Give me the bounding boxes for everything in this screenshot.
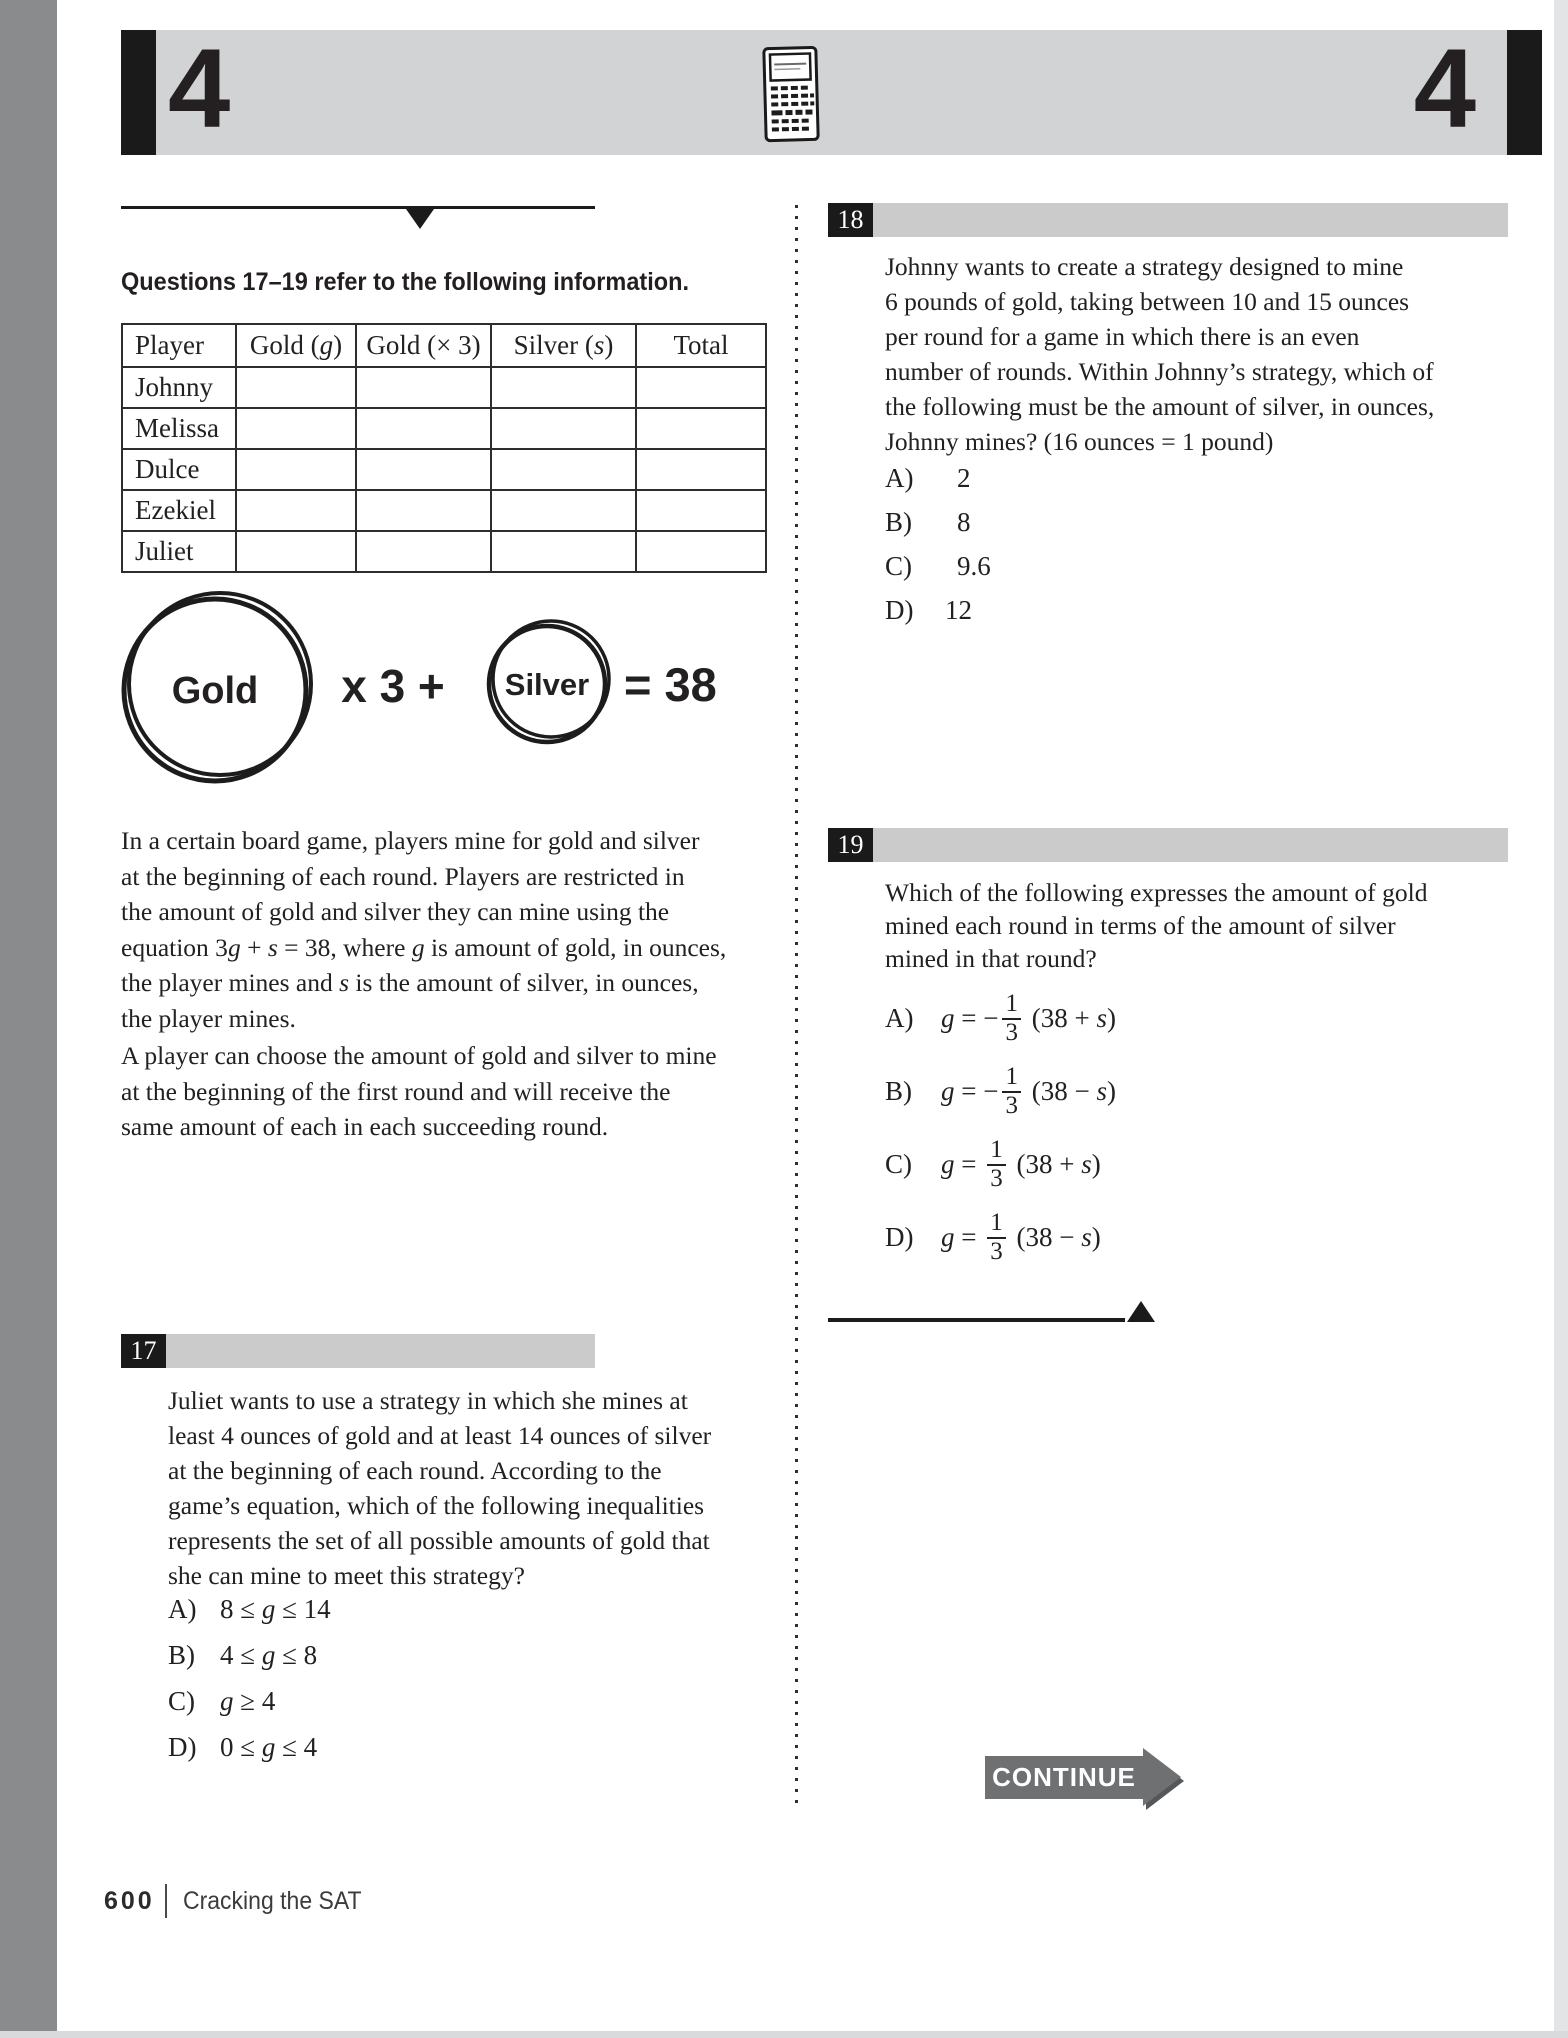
text-line: 6 pounds of gold, taking between 10 and 15 ounces <box>885 287 1410 316</box>
page-number: 600 <box>104 1886 155 1915</box>
col-header-gold-g: Gold (g) <box>236 324 356 367</box>
reference-table <box>121 323 767 573</box>
section-number-right: 4 <box>1413 26 1476 151</box>
text-line: game’s equation, which of the following inequalities <box>168 1491 705 1520</box>
question-number-badge: 19 <box>828 828 873 862</box>
empty-cell <box>356 449 491 490</box>
footer-divider <box>165 1884 167 1918</box>
text-line: the amount of gold and silver they can mine using the <box>121 897 670 926</box>
empty-cell <box>491 449 636 490</box>
gold-coin-label: Gold <box>171 670 259 712</box>
answer-option <box>885 456 991 500</box>
coin-equation-diagram <box>121 585 781 790</box>
section-start-triangle-icon <box>406 209 434 229</box>
text-line: Which of the following expresses the amount of gold <box>885 878 1428 907</box>
page-right-edge <box>1554 0 1568 2031</box>
option-letter: B) <box>168 1639 195 1670</box>
equals-38-label: = 38 <box>624 658 717 711</box>
column-start-rule <box>121 206 595 209</box>
option-letter: D) <box>885 594 914 625</box>
option-letter: B) <box>885 506 912 537</box>
option-value: 8 <box>957 506 971 537</box>
empty-cell <box>636 531 766 572</box>
answer-option <box>885 1201 1116 1274</box>
option-equation: g = $\frac{1}{3}$ (38 − s ) <box>941 1209 1101 1265</box>
times-three-plus-label: x 3 + <box>341 660 445 712</box>
option-letter: C) <box>168 1685 195 1716</box>
option-letter: D) <box>168 1731 197 1762</box>
option-letter: A) <box>885 462 914 493</box>
text-line: same amount of each in each succeeding round. <box>121 1112 609 1141</box>
question-header-bar <box>166 1334 595 1368</box>
col-header-total: Total <box>636 324 766 367</box>
question-17-header <box>121 1334 595 1368</box>
player-name-cell: Dulce <box>122 449 236 490</box>
answer-option <box>168 1586 331 1632</box>
option-equation: g = − $\frac{1}{3}$ (38 − s ) <box>941 1063 1116 1119</box>
empty-cell <box>491 408 636 449</box>
empty-cell <box>636 408 766 449</box>
section-header-band <box>121 26 1542 155</box>
player-name-cell: Melissa <box>122 408 236 449</box>
text-line: mined in that round? <box>885 944 1097 973</box>
page-footer <box>104 1884 377 1918</box>
question-19-header <box>828 828 1508 862</box>
option-equation: g = − $\frac{1}{3}$ (38 + s ) <box>941 990 1116 1046</box>
empty-cell <box>236 449 356 490</box>
empty-cell <box>356 408 491 449</box>
empty-cell <box>236 408 356 449</box>
text-line: equation 3g + s = 38, where g is amount of gold, in ounces, <box>121 932 727 962</box>
text-line: In a certain board game, players mine for gold and silver <box>121 826 700 855</box>
passage-paragraph-2 <box>121 1038 717 1145</box>
section-end-rule <box>828 1318 1125 1322</box>
question-number-badge: 17 <box>121 1334 166 1368</box>
text-line: the player mines. <box>121 1003 296 1033</box>
empty-cell <box>356 531 491 572</box>
question-17-options <box>168 1586 331 1770</box>
text-line: represents the set of all possible amounts of gold that <box>168 1526 710 1555</box>
text-line: Johnny mines? (16 ounces = 1 pound) <box>885 427 1274 456</box>
text-line: at the beginning of each round. Players are restricted in <box>121 861 685 891</box>
player-name-cell: Juliet <box>122 531 236 572</box>
text-line: the following must be the amount of silver, in ounces, <box>885 392 1435 421</box>
empty-cell <box>491 490 636 531</box>
col-header-player: Player <box>122 324 236 367</box>
answer-option <box>885 1055 1116 1128</box>
empty-cell <box>636 367 766 408</box>
page-left-gutter <box>0 0 57 2031</box>
table-row <box>122 449 766 490</box>
answer-option <box>885 588 991 632</box>
option-letter: C) <box>885 550 912 581</box>
answer-option <box>168 1724 331 1770</box>
column-divider-dotted <box>795 205 798 1808</box>
col-header-silver-s: Silver (s) <box>491 324 636 367</box>
text-line: least 4 ounces of gold and at least 14 ounces of silver <box>168 1421 712 1450</box>
answer-option <box>885 982 1116 1055</box>
question-18-text <box>885 249 1515 459</box>
text-line: number of rounds. Within Johnny’s strategy, which of <box>885 357 1434 386</box>
text-line: the player mines and s is the amount of silver, in ounces, <box>121 968 699 997</box>
option-letter: D) <box>885 1222 914 1252</box>
book-title: Cracking the SAT <box>182 1886 362 1915</box>
section-number-left: 4 <box>168 26 231 151</box>
answer-option <box>168 1678 331 1724</box>
empty-cell <box>356 367 491 408</box>
empty-cell <box>236 531 356 572</box>
header-left-black-bar <box>121 30 156 155</box>
option-letter: A) <box>885 1003 914 1033</box>
empty-cell <box>236 490 356 531</box>
option-value: 2 <box>957 462 971 493</box>
option-value: 0 ≤ g ≤ 4 <box>220 1731 318 1762</box>
table-row <box>122 531 766 572</box>
empty-cell <box>491 367 636 408</box>
text-line: she can mine to meet this strategy? <box>168 1561 525 1590</box>
text-line: at the beginning of the first round and will receive the <box>121 1076 671 1106</box>
player-name-cell: Johnny <box>122 367 236 408</box>
empty-cell <box>236 367 356 408</box>
empty-cell <box>491 531 636 572</box>
text-line: Johnny wants to create a strategy designed to mine <box>885 252 1404 281</box>
continue-arrow-icon <box>1143 1748 1181 1806</box>
text-line: per round for a game in which there is an even <box>885 322 1360 351</box>
continue-button <box>985 1748 1195 1806</box>
empty-cell <box>356 490 491 531</box>
question-header-bar <box>873 203 1508 237</box>
text-line: Juliet wants to use a strategy in which she mines at <box>168 1386 688 1415</box>
player-name-cell: Ezekiel <box>122 490 236 531</box>
empty-cell <box>636 490 766 531</box>
answer-option <box>885 500 991 544</box>
col-header-gold-x3: Gold (× 3) <box>356 324 491 367</box>
question-19-text <box>885 876 1515 975</box>
section-end-triangle-icon <box>1127 1301 1155 1322</box>
info-heading: Questions 17–19 refer to the following information. <box>121 268 689 296</box>
continue-label: CONTINUE <box>985 1756 1143 1799</box>
question-19-options <box>885 982 1116 1274</box>
silver-coin-label: Silver <box>504 667 590 702</box>
option-letter: B) <box>885 1076 912 1106</box>
header-right-black-bar <box>1507 30 1542 155</box>
option-value: 8 ≤ g ≤ 14 <box>220 1593 331 1624</box>
question-18-options <box>885 456 991 632</box>
question-number-badge: 18 <box>828 203 873 237</box>
text-line: at the beginning of each round. According to the <box>168 1456 662 1485</box>
answer-option <box>168 1632 331 1678</box>
page-bottom-edge <box>0 2031 1568 2038</box>
question-17-text <box>168 1383 758 1593</box>
table-row <box>122 490 766 531</box>
option-value: 4 ≤ g ≤ 8 <box>220 1639 318 1670</box>
text-line: mined each round in terms of the amount of silver <box>885 911 1396 940</box>
answer-option <box>885 544 991 588</box>
option-equation: g = $\frac{1}{3}$ (38 + s ) <box>941 1136 1101 1192</box>
question-header-bar <box>873 828 1508 862</box>
passage-paragraph-1 <box>121 823 726 1036</box>
option-value: g ≥ 4 <box>220 1685 276 1716</box>
option-value: 9.6 <box>957 550 991 581</box>
question-18-header <box>828 203 1508 237</box>
calculator-icon <box>762 45 822 142</box>
option-letter: C) <box>885 1149 912 1179</box>
text-line: A player can choose the amount of gold and silver to mine <box>121 1041 717 1070</box>
table-row <box>122 408 766 449</box>
answer-option <box>885 1128 1116 1201</box>
option-value: 12 <box>945 594 972 625</box>
empty-cell <box>636 449 766 490</box>
option-letter: A) <box>168 1593 197 1624</box>
table-header-row <box>122 324 766 367</box>
table-row <box>122 367 766 408</box>
